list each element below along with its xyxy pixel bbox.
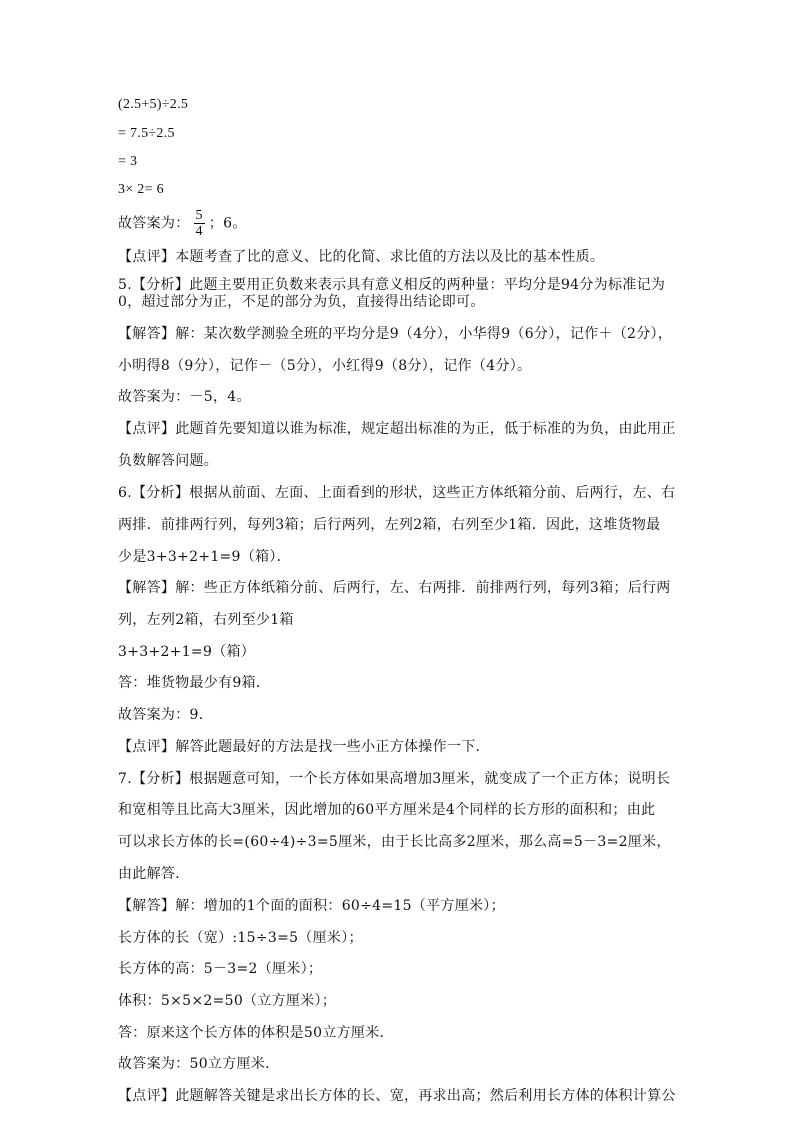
answer-suffix: ；6。 [208, 215, 247, 232]
text-line: 两排．前排两行列，每列3箱；后行两列，左列2箱，右列至少1箱．因此，这堆货物最 [118, 517, 661, 533]
text-line: 【点评】此题首先要知道以谁为标准，规定超出标准的为正，低于标准的为负，由此用正 [118, 421, 676, 437]
fraction [194, 208, 205, 239]
fraction-denominator: 4 [195, 224, 203, 239]
answer-line-fraction [118, 208, 698, 239]
text-line: 答：堆货物最少有9箱． [118, 675, 271, 691]
text-line: 0，超过部分为正，不足的部分为负，直接得出结论即可。 [118, 294, 485, 310]
text-line: 故答案为：50立方厘米． [118, 1056, 280, 1072]
text-line: 【点评】此题解答关键是求出长方体的长、宽，再求出高；然后利用长方体的体积计算公 [118, 1088, 676, 1104]
text-line: 3× 2= 6 [118, 182, 164, 197]
answer-prefix: 故答案为： [118, 215, 190, 232]
text-line: 【解答】解：增加的1个面的面积：60÷4=15（平方厘米）； [118, 898, 505, 914]
comment-line: 【点评】本题考查了比的意义、比的化简、求比值的方法以及比的基本性质。 [118, 249, 605, 265]
text-line: 故答案为：－5，4。 [118, 389, 251, 405]
text-line: 7.【分析】根据题意可知，一个长方体如果高增加3厘米，就变成了一个正方体；说明长 [118, 771, 671, 787]
text-line: = 7.5÷2.5 [118, 126, 175, 141]
analysis-5-line: 5.【分析】此题主要用正负数来表示具有意义相反的两种量：平均分是94分为标准记为 [118, 277, 666, 293]
text-line: 小明得8（9分），记作－（5分），小红得9（8分），记作（4分）。 [118, 358, 532, 374]
text-line: 【解答】解：些正方体纸箱分前、后两行，左、右两排．前排两行列，每列3箱；后行两 [118, 580, 671, 596]
text-line: (2.5+5)÷2.5 [118, 97, 189, 112]
text-line: 长方体的长（宽）:15÷3=5（厘米）； [118, 930, 363, 946]
text-line: 答：原来这个长方体的体积是50立方厘米． [118, 1025, 394, 1041]
text-line: 6.【分析】根据从前面、左面、上面看到的形状，这些正方体纸箱分前、后两行，左、右 [118, 485, 676, 501]
text-line: 【解答】解：某次数学测验全班的平均分是9（4分），小华得9（6分），记作＋（2分）， [118, 326, 673, 342]
text-line: 【点评】解答此题最好的方法是找一些小正方体操作一下． [118, 739, 490, 755]
text-line: 长方体的高：5－3=2（厘米）； [118, 961, 323, 977]
text-line: 列，左列2箱，右列至少1箱 [118, 612, 294, 628]
text-line: 少是3+3+2+1=9（箱）． [118, 549, 291, 565]
text-line: 负数解答问题。 [118, 453, 219, 469]
text-line: 可以求长方体的长=(60÷4)÷3=5厘米，由于长比高多2厘米，那么高=5－3=2厘米， [118, 834, 671, 850]
text-line: 由此解答． [118, 866, 190, 882]
fraction-numerator: 5 [195, 208, 203, 223]
text-line: 故答案为：9． [118, 707, 214, 723]
text-line: 和宽相等且比高大3厘米，因此增加的60平方厘米是4个同样的长方形的面积和；由此 [118, 802, 656, 818]
text-line: 3+3+2+1=9（箱） [118, 644, 256, 660]
text-line: = 3 [118, 154, 138, 169]
text-line: 体积：5×5×2=50（立方厘米）； [118, 993, 337, 1009]
